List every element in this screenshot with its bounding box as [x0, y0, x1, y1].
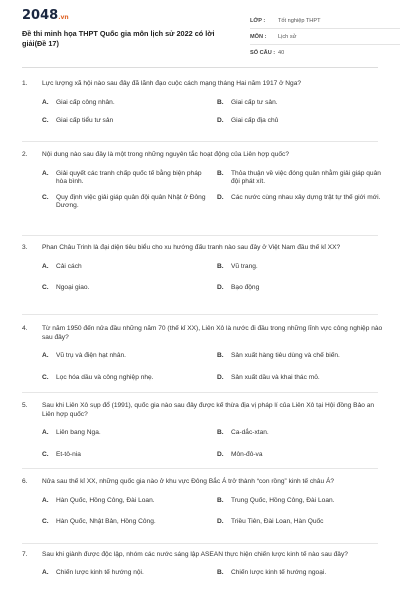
- question-divider: [22, 141, 378, 142]
- option-label: A.: [42, 98, 49, 106]
- question-divider: [22, 392, 378, 393]
- question-number: 5.: [22, 402, 28, 409]
- option-text: Lọc hóa dầu và công nghiệp nhẹ.: [56, 373, 154, 381]
- option-label: B.: [217, 352, 224, 359]
- question-text: Lực lượng xã hội nào sau đây đã lãnh đạo cuộc cách mạng tháng Hai năm 1917 ở Nga?: [42, 80, 302, 87]
- option-text: Chiến lược kinh tế hướng nội.: [56, 568, 144, 576]
- info-row-question-count: [250, 45, 400, 61]
- answer-options: [42, 263, 384, 293]
- option-text: Liên bang Nga.: [56, 429, 101, 436]
- option-a[interactable]: [42, 569, 209, 578]
- option-label: A.: [42, 352, 49, 359]
- option-label: B.: [217, 98, 224, 106]
- option-label: A.: [42, 262, 49, 270]
- question-7: [22, 551, 384, 577]
- option-label: D.: [217, 450, 224, 458]
- option-label: D.: [217, 373, 224, 381]
- option-a[interactable]: [42, 429, 209, 438]
- option-text: Giai cấp công nhân.: [56, 98, 115, 106]
- question-text: Nội dung nào sau đây là một trong những nguyên tắc hoạt động của Liên hợp quốc?: [42, 151, 290, 158]
- option-label: A.: [42, 169, 49, 177]
- option-b[interactable]: [217, 99, 384, 108]
- site-logo[interactable]: [22, 8, 69, 23]
- option-text: Ca-dắc-xtan.: [231, 429, 269, 436]
- option-c[interactable]: [42, 518, 209, 527]
- option-label: C.: [42, 117, 49, 124]
- question-1: [22, 80, 384, 126]
- option-d[interactable]: [217, 194, 384, 211]
- question-text: Nửa sau thế kỉ XX, những quốc gia nào ở khu vực Đông Bắc Á trở thành “con rồng” kinh tế châu Á?: [42, 478, 335, 485]
- question-text: Sau khi giành được độc lập, nhóm các nước sáng lập ASEAN thực hiện chiến lược kinh tế nào sau đây?: [42, 551, 348, 558]
- option-text: Môn-đô-va: [231, 450, 263, 458]
- option-b[interactable]: [217, 352, 384, 361]
- option-label: B.: [217, 429, 224, 436]
- info-key: MÔN :: [250, 33, 267, 40]
- question-number: 6.: [22, 478, 28, 485]
- option-label: B.: [217, 568, 224, 576]
- option-c[interactable]: [42, 117, 209, 126]
- question-number: 1.: [22, 80, 28, 87]
- option-label: C.: [42, 373, 49, 381]
- option-text: Giai cấp tiểu tư sản: [56, 117, 114, 124]
- option-b[interactable]: [217, 170, 384, 187]
- question-2: [22, 151, 384, 211]
- question-text: Từ năm 1950 đến nửa đầu những năm 70 (thế kỉ XX), Liên Xô là nước đi đầu trong những lĩnh vực công nghiệp nào sau đây?: [42, 325, 383, 341]
- question-3: [22, 244, 384, 293]
- option-b[interactable]: [217, 497, 384, 506]
- option-text: Chiến lược kinh tế hướng ngoại.: [231, 568, 327, 576]
- option-label: C.: [42, 284, 49, 291]
- info-value: 40: [278, 50, 285, 56]
- option-b[interactable]: [217, 429, 384, 438]
- option-label: A.: [42, 568, 49, 576]
- question-5: [22, 402, 384, 459]
- option-text: Sản xuất hàng tiêu dùng và chế biến.: [231, 352, 340, 359]
- option-b[interactable]: [217, 263, 384, 272]
- option-label: D.: [217, 284, 224, 291]
- option-label: D.: [217, 193, 224, 201]
- exam-title: Đề thi minh họa THPT Quốc gia môn lịch sử 2022 có lời giải(Đề 17): [22, 29, 215, 48]
- option-a[interactable]: [42, 99, 209, 108]
- option-text: Triều Tiên, Đài Loan, Hàn Quốc: [231, 518, 324, 525]
- answer-options: [42, 429, 384, 459]
- question-text: Sau khi Liên Xô sụp đổ (1991), quốc gia nào sau đây được kế thừa địa vị pháp lí của Liên Xô tại Hội đồng Bảo an Liên hợp quốc?: [42, 402, 375, 418]
- info-row-class: [250, 13, 400, 29]
- option-a[interactable]: [42, 352, 209, 361]
- option-c[interactable]: [42, 451, 209, 460]
- option-text: Hàn Quốc, Nhật Bản, Hồng Công.: [56, 518, 156, 525]
- question-6: [22, 478, 384, 527]
- question-divider: [22, 468, 378, 469]
- option-a[interactable]: [42, 263, 209, 272]
- option-label: C.: [42, 193, 49, 201]
- question-number: 4.: [22, 325, 28, 332]
- option-text: Bạo động: [231, 284, 260, 291]
- option-c[interactable]: [42, 374, 209, 383]
- question-divider: [22, 543, 378, 544]
- question-4: [22, 325, 384, 382]
- option-d[interactable]: [217, 374, 384, 383]
- question-number: 3.: [22, 244, 28, 251]
- option-d[interactable]: [217, 518, 384, 527]
- option-text: Trung Quốc, Hồng Công, Đài Loan.: [231, 496, 335, 504]
- exam-info-table: [250, 13, 400, 61]
- option-text: Quy định việc giải giáp quân đội quân Nhật ở Đông Dương.: [56, 193, 206, 209]
- option-label: B.: [217, 169, 224, 177]
- info-value: Tốt nghiệp THPT: [278, 17, 321, 24]
- option-label: A.: [42, 496, 49, 504]
- option-text: Giai cấp địa chủ: [231, 117, 279, 124]
- document-header: [22, 0, 378, 68]
- option-c[interactable]: [42, 284, 209, 293]
- answer-options: [42, 497, 384, 527]
- option-label: A.: [42, 429, 49, 436]
- option-text: Giai cấp tư sản.: [231, 98, 278, 106]
- answer-options: [42, 569, 384, 578]
- option-label: C.: [42, 518, 49, 525]
- option-text: Các nước cùng nhau xây dựng trật tự thế giới mới.: [231, 193, 381, 201]
- option-a[interactable]: [42, 497, 209, 506]
- option-text: Thỏa thuận về việc đóng quân nhằm giải giáp quân đội phát xít.: [231, 169, 381, 185]
- option-text: Giải quyết các tranh chấp quốc tế bằng biện pháp hòa bình.: [56, 169, 202, 185]
- option-text: Et-tô-nia: [56, 450, 81, 458]
- option-text: Vũ trang.: [231, 262, 258, 270]
- question-number: 2.: [22, 151, 28, 158]
- answer-options: [42, 170, 384, 211]
- info-row-subject: [250, 29, 400, 45]
- question-number: 7.: [22, 551, 28, 558]
- option-c[interactable]: [42, 194, 209, 211]
- question-divider: [22, 235, 378, 236]
- option-d[interactable]: [217, 451, 384, 460]
- question-divider: [22, 314, 378, 315]
- option-text: Vũ trụ và điện hạt nhân.: [56, 352, 127, 359]
- option-label: D.: [217, 518, 224, 525]
- info-key: LỚP :: [250, 17, 266, 24]
- info-key: SỐ CÂU :: [250, 50, 276, 56]
- option-label: C.: [42, 450, 49, 458]
- option-text: Sản xuất dầu và khai thác mỏ.: [231, 373, 320, 381]
- logo-suffix: .vn: [58, 14, 69, 21]
- option-a[interactable]: [42, 170, 209, 187]
- option-d[interactable]: [217, 117, 384, 126]
- info-value: Lịch sử: [278, 33, 297, 40]
- answer-options: [42, 352, 384, 382]
- option-b[interactable]: [217, 569, 384, 578]
- answer-options: [42, 99, 384, 126]
- option-label: B.: [217, 262, 224, 270]
- option-text: Ngoại giao.: [56, 284, 90, 291]
- option-d[interactable]: [217, 284, 384, 293]
- option-text: Cải cách: [56, 262, 82, 270]
- option-text: Hàn Quốc, Hồng Công, Đài Loan.: [56, 496, 155, 504]
- option-label: B.: [217, 496, 224, 504]
- question-text: Phan Châu Trinh là đại diện tiêu biểu cho xu hướng đấu tranh nào sau đây ở Việt Nam đầu thế kỉ XX?: [42, 244, 341, 251]
- logo-text: 2048: [22, 8, 59, 23]
- option-label: D.: [217, 117, 224, 124]
